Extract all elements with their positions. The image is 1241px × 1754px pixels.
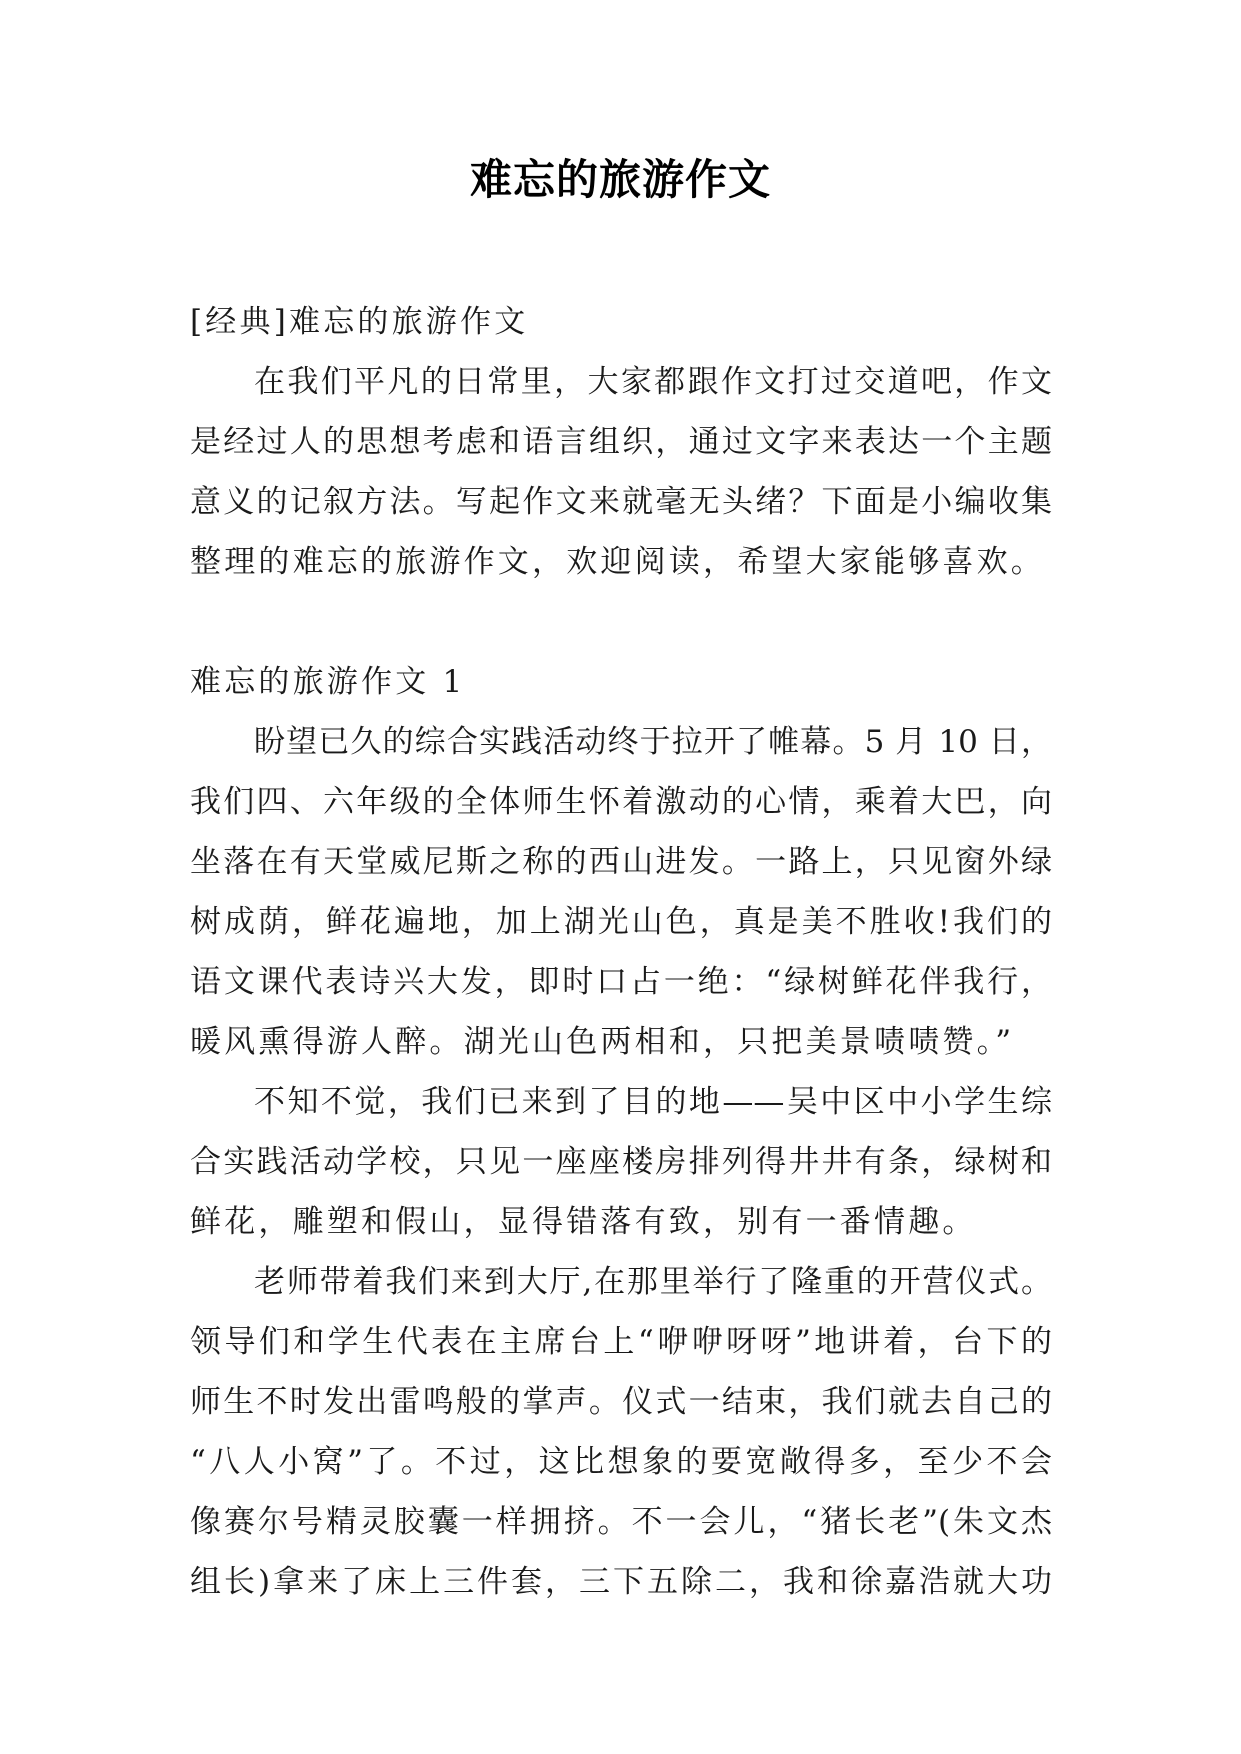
paragraph-line: 领导们和学生代表在主席台上“咿咿呀呀”地讲着，台下的 (190, 1324, 1052, 1360)
paragraph-line: 我们四、六年级的全体师生怀着激动的心情，乘着大巴，向 (190, 784, 1052, 820)
paragraph-line: 老师带着我们来到大厅,在那里举行了隆重的开营仪式。 (254, 1264, 1052, 1300)
paragraph-line: 在我们平凡的日常里，大家都跟作文打过交道吧，作文 (254, 364, 1052, 400)
document-body (190, 292, 1052, 1612)
paragraph-line: 整理的难忘的旅游作文，欢迎阅读，希望大家能够喜欢。 (190, 544, 1045, 580)
paragraph-line: 暖风熏得游人醉。湖光山色两相和，只把美景啧啧赞。” (190, 1024, 1015, 1060)
paragraph-line: 像赛尔号精灵胶囊一样拥挤。不一会儿，“猪长老”(朱文杰 (190, 1504, 1052, 1540)
paragraph-line: 师生不时发出雷鸣般的掌声。仪式一结束，我们就去自己的 (190, 1384, 1052, 1420)
paragraph-line: 盼望已久的综合实践活动终于拉开了帷幕。5 月 10 日， (254, 724, 1052, 760)
paragraph-line: 树成荫，鲜花遍地，加上湖光山色，真是美不胜收!我们的 (190, 904, 1052, 940)
section-heading: 难忘的旅游作文 1 (190, 664, 466, 700)
paragraph-line: 坐落在有天堂威尼斯之称的西山进发。一路上，只见窗外绿 (190, 844, 1052, 880)
paragraph-line: 组长)拿来了床上三件套，三下五除二，我和徐嘉浩就大功 (190, 1564, 1052, 1600)
paragraph-line: 不知不觉，我们已来到了目的地——吴中区中小学生综 (254, 1084, 1052, 1120)
paragraph-line: 是经过人的思想考虑和语言组织，通过文字来表达一个主题 (190, 424, 1052, 460)
document-title: 难忘的旅游作文 (469, 155, 771, 204)
paragraph-line: “八人小窝”了。不过，这比想象的要宽敞得多，至少不会 (190, 1444, 1052, 1480)
paragraph-line: 意义的记叙方法。写起作文来就毫无头绪？下面是小编收集 (190, 484, 1052, 520)
paragraph-line: 合实践活动学校，只见一座座楼房排列得井井有条，绿树和 (190, 1144, 1052, 1180)
paragraph-line: 语文课代表诗兴大发，即时口占一绝：“绿树鲜花伴我行， (190, 964, 1052, 1000)
intro-heading: [经典]难忘的旅游作文 (190, 304, 529, 340)
paragraph-line: 鲜花，雕塑和假山，显得错落有致，别有一番情趣。 (190, 1204, 977, 1240)
paragraph-gap (190, 592, 1052, 652)
